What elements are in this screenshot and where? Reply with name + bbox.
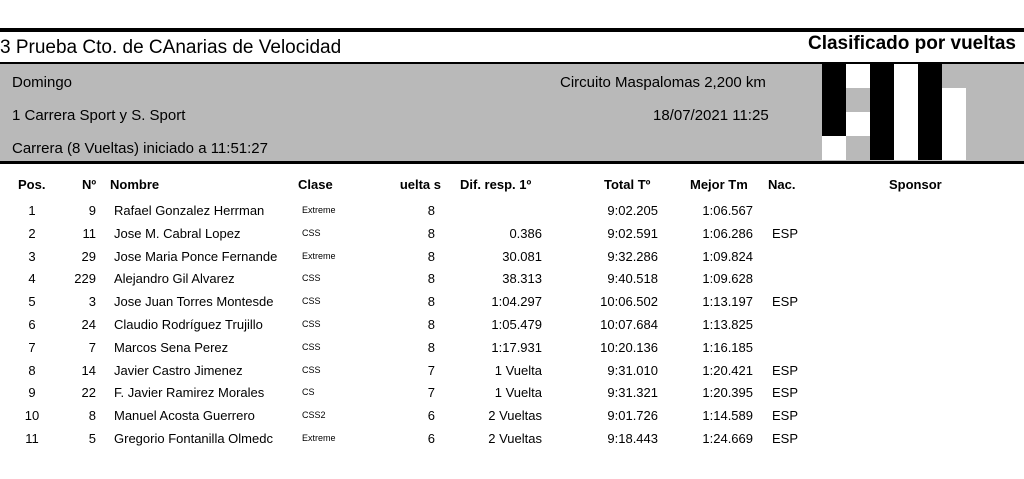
cell-dif: 38.313 <box>502 271 542 287</box>
checker-square <box>942 136 966 160</box>
cell-dif: 1:05.479 <box>491 317 542 332</box>
cell-clase: CS <box>302 387 315 398</box>
cell-total: 9:31.010 <box>607 362 658 378</box>
circuit-name: Circuito Maspalomas 2,200 km <box>560 74 766 91</box>
cell-best: 1:06.567 <box>702 203 753 218</box>
cell-best: 1:13.825 <box>702 317 753 332</box>
cell-num: 8 <box>88 408 96 424</box>
cell-pos: 9 <box>28 385 36 401</box>
cell-pos: 8 <box>28 362 36 378</box>
cell-name: Marcos Sena Perez <box>114 339 229 355</box>
cell-clase: CSS2 <box>302 410 326 421</box>
cell-clase: CSS <box>302 319 321 329</box>
top-rule <box>0 28 1024 32</box>
cell-best: 1:09.824 <box>702 248 753 264</box>
cell-best: 1:13.197 <box>702 294 753 310</box>
checker-square <box>942 112 966 136</box>
cell-best: 1:20.395 <box>702 385 753 401</box>
cell-nac: ESP <box>772 362 799 378</box>
cell-clase: CSS <box>302 273 321 284</box>
col-header-pos: Pos. <box>18 177 46 192</box>
cell-best: 1:20.421 <box>702 362 753 378</box>
cell-vueltas: 8 <box>427 339 435 355</box>
cell-dif: 2 Vueltas <box>488 431 542 446</box>
cell-best: 1:24.669 <box>702 431 753 446</box>
race-start: Carrera (8 Vueltas) iniciado a 11:51:27 <box>12 140 268 157</box>
col-header-name: Nombre <box>110 177 160 192</box>
cell-total: 10:07.684 <box>600 317 658 332</box>
cell-vueltas: 7 <box>427 362 435 378</box>
cell-dif: 2 Vueltas <box>488 408 542 424</box>
cell-name: Javier Castro Jimenez <box>114 362 243 378</box>
cell-vueltas: 8 <box>427 271 435 287</box>
cell-name: Alejandro Gil Alvarez <box>114 271 235 287</box>
checker-square <box>918 112 942 136</box>
checker-square <box>918 88 942 112</box>
cell-dif: 30.081 <box>502 248 542 264</box>
cell-num: 22 <box>81 385 96 401</box>
cell-vueltas: 8 <box>427 248 435 264</box>
cell-pos: 11 <box>25 431 39 446</box>
checker-square <box>870 88 894 112</box>
cell-pos: 2 <box>28 225 36 241</box>
cell-total: 9:40.518 <box>607 271 658 287</box>
col-header-best: Mejor Tm <box>690 177 748 192</box>
checker-square <box>894 64 918 88</box>
col-header-total: Total Tº <box>604 177 651 192</box>
cell-clase: Extreme <box>302 433 336 443</box>
cell-nac: ESP <box>772 385 799 401</box>
cell-best: 1:16.185 <box>702 339 753 355</box>
race-day: Domingo <box>12 74 73 91</box>
cell-vueltas: 8 <box>427 294 435 310</box>
cell-vueltas: 8 <box>427 225 435 241</box>
cell-vueltas: 6 <box>427 431 435 446</box>
col-header-vueltas: uelta s <box>399 177 441 192</box>
cell-num: 29 <box>81 248 96 264</box>
checker-square <box>870 112 894 136</box>
cell-clase: CSS <box>302 341 321 352</box>
checker-square <box>870 136 894 160</box>
cell-nac: ESP <box>772 431 799 446</box>
cell-pos: 5 <box>28 294 36 310</box>
cell-pos: 10 <box>24 408 40 424</box>
col-header-sponsor: Sponsor <box>889 177 942 192</box>
cell-pos: 4 <box>28 271 36 287</box>
race-name: 1 Carrera Sport y S. Sport <box>12 107 186 124</box>
cell-total: 9:02.205 <box>607 203 658 218</box>
cell-vueltas: 7 <box>427 385 435 401</box>
event-title: 3 Prueba Cto. de CAnarias de Velocidad <box>0 37 342 58</box>
cell-name: Manuel Acosta Guerrero <box>114 408 255 424</box>
cell-num: 14 <box>81 362 96 378</box>
report-type-title: Clasificado por vueltas <box>807 33 1016 54</box>
cell-total: 9:01.726 <box>607 408 658 424</box>
checker-square <box>846 112 870 136</box>
cell-clase: CSS <box>302 296 321 307</box>
cell-num: 11 <box>82 225 96 241</box>
col-header-clase: Clase <box>298 177 333 192</box>
checker-square <box>894 88 918 112</box>
cell-name: Rafael Gonzalez Herrman <box>114 203 265 218</box>
cell-name: Jose Maria Ponce Fernande <box>114 248 278 264</box>
cell-name: Jose M. Cabral Lopez <box>114 225 241 241</box>
col-header-nac: Nac. <box>768 177 796 192</box>
cell-num: 24 <box>81 317 96 332</box>
checkered-flag <box>802 64 1024 161</box>
cell-best: 1:06.286 <box>702 225 753 241</box>
col-header-num: Nº <box>82 177 97 192</box>
cell-clase: Extreme <box>302 205 336 215</box>
cell-num: 3 <box>88 294 96 310</box>
cell-vueltas: 8 <box>427 203 435 218</box>
race-date-time: 18/07/2021 11:25 <box>653 107 769 124</box>
cell-num: 7 <box>88 339 96 355</box>
cell-name: F. Javier Ramirez Morales <box>114 385 265 401</box>
cell-total: 9:31.321 <box>607 385 658 401</box>
cell-pos: 6 <box>28 317 36 332</box>
checker-square <box>894 112 918 136</box>
cell-dif: 1 Vuelta <box>494 385 542 401</box>
checker-square <box>942 88 966 112</box>
cell-pos: 7 <box>28 339 36 355</box>
cell-best: 1:09.628 <box>702 271 753 287</box>
cell-dif: 1:04.297 <box>491 294 542 310</box>
cell-clase: CSS <box>302 227 321 238</box>
cell-name: Claudio Rodríguez Trujillo <box>114 317 263 332</box>
cell-pos: 3 <box>28 248 36 264</box>
cell-best: 1:14.589 <box>702 408 753 424</box>
checker-square <box>870 64 894 88</box>
cell-nac: ESP <box>772 294 799 310</box>
checker-square <box>822 64 846 88</box>
cell-pos: 1 <box>28 203 36 218</box>
checker-square <box>918 64 942 88</box>
cell-dif: 1 Vuelta <box>494 362 542 378</box>
cell-total: 10:20.136 <box>600 339 658 355</box>
cell-total: 9:18.443 <box>607 431 658 446</box>
cell-num: 5 <box>88 431 96 446</box>
cell-nac: ESP <box>772 225 799 241</box>
checker-square <box>846 64 870 88</box>
cell-nac: ESP <box>772 408 799 424</box>
checker-square <box>822 136 846 160</box>
checker-square <box>918 136 942 160</box>
cell-clase: CSS <box>302 364 321 375</box>
checker-square <box>822 88 846 112</box>
checker-square <box>894 136 918 160</box>
checker-square <box>822 112 846 136</box>
cell-dif: 1:17.931 <box>491 339 542 355</box>
cell-vueltas: 8 <box>427 317 435 332</box>
cell-total: 9:32.286 <box>607 248 658 264</box>
cell-total: 9:02.591 <box>607 225 658 241</box>
cell-num: 229 <box>74 271 96 287</box>
cell-vueltas: 6 <box>427 408 435 424</box>
cell-num: 9 <box>88 203 96 218</box>
cell-name: Gregorio Fontanilla Olmedc <box>114 431 273 446</box>
cell-total: 10:06.502 <box>600 294 658 310</box>
col-header-dif: Dif. resp. 1º <box>460 177 532 192</box>
cell-name: Jose Juan Torres Montesde <box>114 294 274 310</box>
cell-dif: 0.386 <box>509 225 542 241</box>
cell-clase: Extreme <box>302 250 336 261</box>
